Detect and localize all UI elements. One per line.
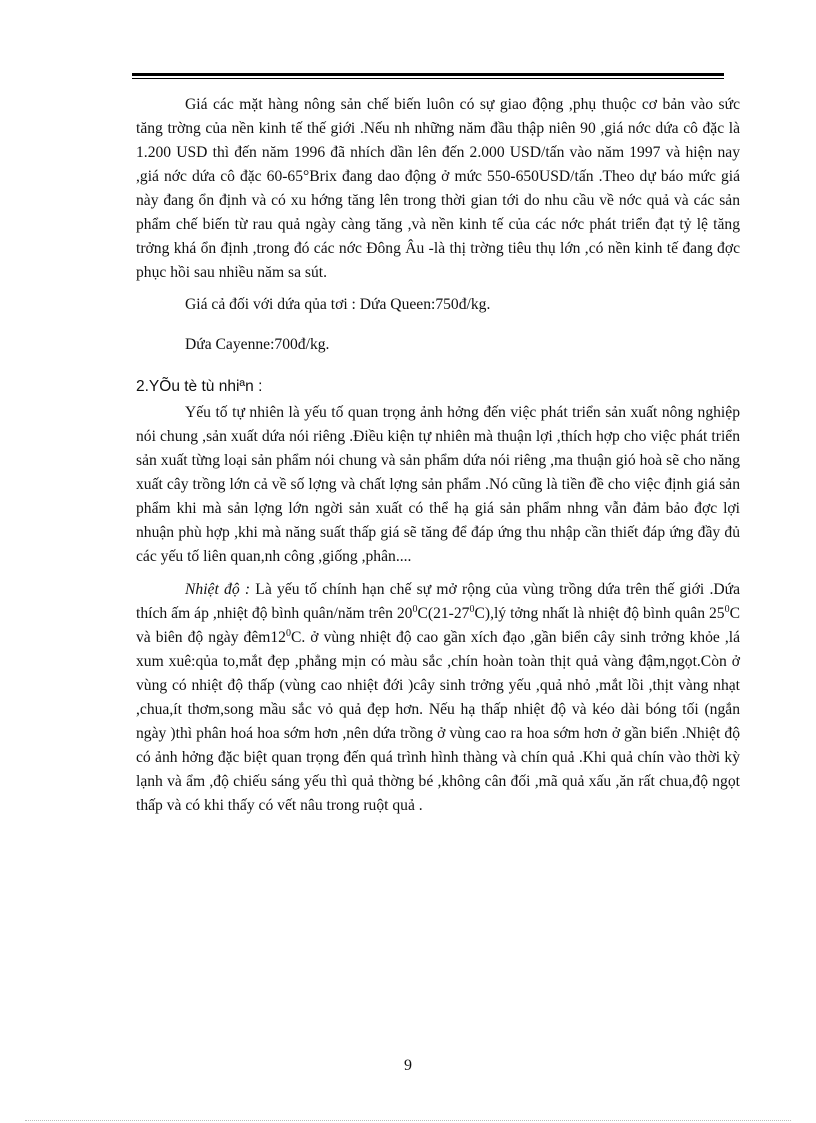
page-body <box>136 93 740 818</box>
page-number: 9 <box>404 1057 412 1074</box>
paragraph-fresh-price: Giá cả đối với dứa qủa tơi : Dứa Queen:750đ/kg. <box>185 296 491 313</box>
temperature-text-e: C. ở vùng nhiệt độ cao gần xích đạo ,gần biển cây sinh trởng khỏe ,lá xum xuê:qủa to,mắt đẹp ,phẳng mịn có màu sắc ,chín hoàn toàn thịt quả vàng đậm,ngọt.Còn ở vùng có nhiệt độ thấp (vùng cao nhiệt đới )cây sinh trởng yếu ,quả nhỏ ,mắt lồi ,thịt vàng nhạt ,chua,ít thơm,song mầu sắc vỏ quả đẹp hơn. Nếu hạ thấp nhiệt độ và kéo dài bóng tối (ngắn ngày )thì phân hoá hoa sớm hơn ,nên dứa trồng ở vùng cao ra hoa sớm hơn ở gần biển .Nhiệt độ có ảnh hởng đặc biệt quan trọng đến quá trình hình thàng và chín quả .Khi quả chín vào thời kỳ lạnh và ẩm ,độ chiếu sáng yếu thì quả thờng bé ,không cân đối ,mã quả xấu ,ăn rất chua,độ ngọt thấp và có khi thấy có vết nâu trong ruột quả . <box>136 628 740 814</box>
degree-sup-3: 0 <box>724 603 730 615</box>
paragraph-price-trend: Giá các mặt hàng nông sản chế biến luôn có sự giao động ,phụ thuộc cơ bản vào sức tăng trờng của nền kinh tế thế giới .Nếu nh những năm đầu thập niên 90 ,giá nớc dứa cô đặc là 1.200 USD thì đến năm 1996 đã nhích dần lên đến 2.000 USD/tấn vào năm 1997 và hiện nay ,giá nớc dứa cô đặc 60-65°Brix đang dao động ở mức 550-650USD/tấn .Theo dự báo mức giá này đang ổn định và có xu hớng tăng lên trong thời gian tới do nhu cầu về nớc quả và các sản phẩm chế biến từ rau quả ngày càng tăng ,và nền kinh tế của các nớc phát triển đạt tỷ lệ tăng trởng khá ổn định ,trong đó các nớc Đông Âu -là thị trờng tiêu thụ lớn ,có nền kinh tế đang đợc phục hồi sau nhiều năm sa sút. <box>136 96 740 281</box>
temperature-text-d: C và biên độ ngày đêm12 <box>136 604 740 646</box>
paragraph-cayenne-price: Dứa Cayenne:700đ/kg. <box>185 335 330 353</box>
header-rule-thick <box>132 73 724 76</box>
paragraph-natural-factors: Yếu tố tự nhiên là yếu tố quan trọng ảnh hởng đến việc phát triển sản xuất nông nghiệp nói chung ,sản xuất dứa nói riêng .Điều kiện tự nhiên mà thuận lợi ,thích hợp cho việc phát triển sản xuất từng loại sản phẩm nói chung và sản phẩm dứa nói riêng ,ma thuận gió hoà sẽ cho năng xuất cây trồng lớn cả về số lợng và chất lợng sản phẩm .Nó cũng là tiền đề cho việc định giá sản phẩm khi mà sản lợng lớn ngời sản xuất có thể hạ giá sản phẩm nhng vẫn đảm bảo đợc lợi nhuận phù hợp ,khi mà năng suất thấp giá sẽ tăng để đáp ứng thu nhập cần thiết đáp ứng đầy đủ các yếu tố liên quan,nh công ,giống ,phân.... <box>136 403 740 565</box>
paragraph-temperature <box>136 578 740 818</box>
temperature-text-b: C(21-27 <box>417 604 470 622</box>
header-rule-thin <box>132 78 724 79</box>
temperature-text-a: Là yếu tố chính hạn chế sự mở rộng của vùng trồng dứa trên thế giới .Dứa thích ấm áp ,nhiệt độ bình quân/năm trên 20 <box>136 580 740 622</box>
temperature-text-c: C),lý tởng nhất là nhiệt độ bình quân 25 <box>474 604 725 622</box>
section-heading: 2.YÕu tè tù nhiªn : <box>136 377 263 395</box>
footer-dotted-rule <box>25 1120 791 1121</box>
temperature-lead: Nhiệt độ : <box>185 580 251 598</box>
degree-sup-1: 0 <box>412 603 418 615</box>
degree-sup-2: 0 <box>469 603 475 615</box>
degree-sup-4: 0 <box>285 627 291 639</box>
